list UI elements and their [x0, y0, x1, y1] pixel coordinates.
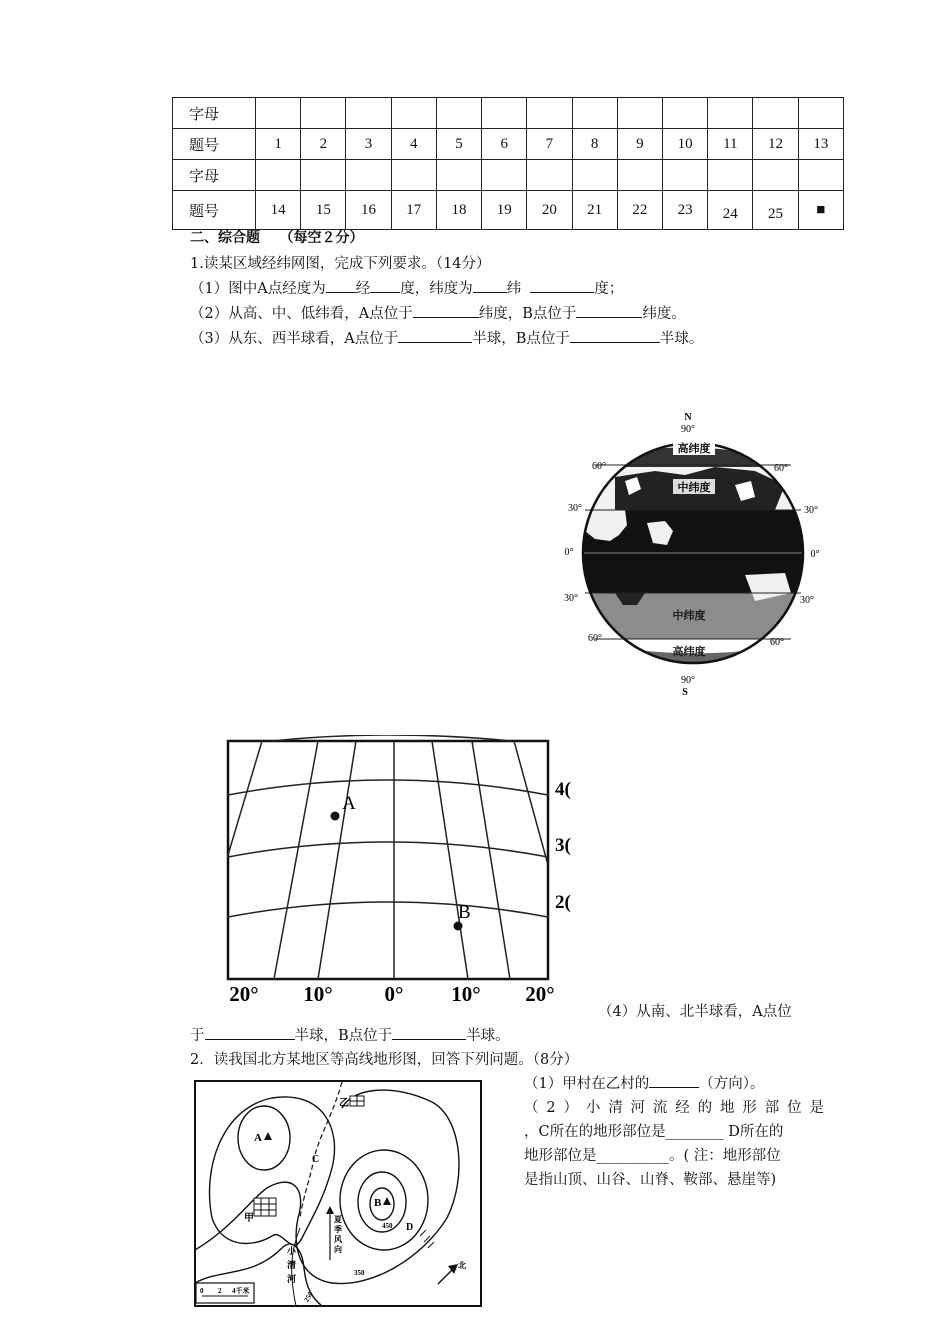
q1-part4-line2: 于 半球，B点位于 半球。	[190, 1024, 510, 1045]
question-number-cell: 16	[346, 191, 391, 230]
answer-blank[interactable]	[370, 278, 400, 293]
answer-cell[interactable]	[256, 160, 301, 191]
summer-wind-label-char: 风	[334, 1235, 342, 1244]
answer-cell[interactable]	[798, 160, 843, 191]
answer-blank[interactable]	[205, 1025, 295, 1040]
question-number-cell: 4	[391, 129, 436, 160]
answer-cell[interactable]	[436, 160, 481, 191]
river-label-char: 河	[287, 1274, 297, 1284]
question-number-cell: 8	[572, 129, 617, 160]
q2-stem: 2．读我国北方某地区等高线地形图，回答下列问题。（8分）	[190, 1052, 579, 1068]
lat-label-90n: 90°	[681, 424, 695, 435]
scale-label-2: 2	[218, 1287, 222, 1295]
zone-label-high-south: 高纬度	[672, 646, 706, 658]
peak-a-label: A	[254, 1132, 262, 1144]
point-d-label: D	[406, 1222, 414, 1233]
lat-lon-grid-map	[222, 735, 582, 1015]
zone-label-mid-north: 中纬度	[677, 482, 711, 494]
answer-cell[interactable]	[708, 160, 753, 191]
answer-cell[interactable]	[256, 98, 301, 129]
question-number-cell: 25	[753, 191, 798, 230]
question-number-cell: 24	[708, 191, 753, 230]
south-label: S	[682, 687, 688, 698]
village-yi-label: 乙	[339, 1098, 349, 1109]
lat-label-60-left: 60°	[592, 461, 606, 472]
zone-label-mid-south: 中纬度	[672, 610, 706, 622]
answer-blank[interactable]	[530, 278, 594, 293]
answer-table	[172, 97, 844, 230]
lat-label-60-right: 60°	[774, 463, 788, 474]
question-number-cell: 23	[662, 191, 707, 230]
row-label: 字母	[173, 160, 256, 191]
answer-cell[interactable]	[572, 160, 617, 191]
answer-cell[interactable]	[753, 160, 798, 191]
question-number-cell: 13	[798, 129, 843, 160]
question-number-cell: 19	[482, 191, 527, 230]
answer-cell[interactable]	[753, 98, 798, 129]
scale-label-0: 0	[200, 1287, 204, 1295]
lat-label-60s-right: 60°	[770, 637, 784, 648]
village-jia-label: 甲	[244, 1213, 254, 1224]
q1-stem: 1.读某区域经纬网图，完成下列要求。（14分）	[190, 256, 491, 272]
q1-part4-line1: （4）从南、北半球看，A点位	[598, 1004, 792, 1020]
answer-blank[interactable]	[570, 328, 660, 343]
question-number-cell: 2	[301, 129, 346, 160]
globe-latitude-zones-figure	[555, 405, 825, 700]
answer-cell[interactable]	[346, 98, 391, 129]
contour-label-450: 450	[382, 1222, 393, 1230]
section-heading: 二、综合题 （每空２分）	[190, 230, 364, 246]
answer-cell[interactable]	[708, 98, 753, 129]
answer-cell[interactable]	[482, 98, 527, 129]
q1-part3: （3）从东、西半球看，A点位于 半球，B点位于 半球。	[190, 327, 703, 348]
question-number-cell: 11	[708, 129, 753, 160]
lat-tick-40: 4(	[555, 779, 571, 800]
point-a-marker	[331, 812, 340, 821]
lat-label-0-left: 0°	[564, 547, 574, 558]
summer-wind-label-char: 夏	[334, 1215, 342, 1224]
lat-tick-30: 3(	[555, 835, 571, 856]
contour-label-350: 350	[354, 1269, 365, 1277]
answer-cell[interactable]	[391, 160, 436, 191]
river-label-char: 清	[287, 1260, 297, 1270]
question-number-cell: 9	[617, 129, 662, 160]
lon-tick-0: 0°	[384, 982, 404, 1006]
answer-table-row	[173, 160, 844, 191]
answer-cell[interactable]	[527, 160, 572, 191]
answer-blank[interactable]	[326, 278, 356, 293]
contour-map	[192, 1078, 484, 1310]
question-number-cell: 17	[391, 191, 436, 230]
lat-label-0-right: 0°	[810, 549, 820, 560]
point-a-label: A	[342, 793, 356, 814]
point-b-label: B	[458, 902, 471, 923]
answer-cell[interactable]	[572, 98, 617, 129]
question-number-cell: 14	[256, 191, 301, 230]
answer-table-row	[173, 191, 844, 230]
q2-part1: （1）甲村在乙村的 （方向）。	[524, 1072, 764, 1093]
answer-cell[interactable]	[527, 98, 572, 129]
contour-label-250: 250	[302, 1290, 315, 1304]
lat-label-90s: 90°	[681, 675, 695, 686]
answer-blank[interactable]	[413, 303, 479, 318]
answer-blank[interactable]	[649, 1073, 699, 1088]
lon-tick-20w: 20°	[229, 982, 259, 1006]
lat-tick-20: 2(	[555, 892, 571, 913]
question-number-cell: 21	[572, 191, 617, 230]
answer-cell[interactable]	[436, 98, 481, 129]
question-number-cell: 15	[301, 191, 346, 230]
answer-cell[interactable]	[391, 98, 436, 129]
question-number-cell: 18	[436, 191, 481, 230]
lat-label-30s-right: 30°	[800, 595, 814, 606]
answer-blank[interactable]	[398, 328, 472, 343]
summer-wind-label-char: 向	[334, 1245, 342, 1254]
lon-tick-20e: 20°	[525, 982, 555, 1006]
summer-wind-label-char: 季	[334, 1225, 342, 1234]
q1-part2: （2）从高、中、低纬看，A点位于 纬度，B点位于 纬度。	[190, 302, 686, 323]
answer-cell[interactable]	[798, 98, 843, 129]
scale-label-4km: 4千米	[232, 1287, 250, 1295]
lat-label-30s-left: 30°	[564, 593, 578, 604]
answer-blank[interactable]	[576, 303, 642, 318]
answer-cell[interactable]	[662, 160, 707, 191]
question-number-cell: 20	[527, 191, 572, 230]
row-label: 题号	[173, 129, 256, 160]
lon-tick-10w: 10°	[303, 982, 333, 1006]
question-number-cell: 10	[662, 129, 707, 160]
answer-cell[interactable]	[617, 98, 662, 129]
question-number-cell: 1	[256, 129, 301, 160]
answer-blank[interactable]	[392, 1025, 466, 1040]
answer-table-row	[173, 129, 844, 160]
question-number-cell: 3	[346, 129, 391, 160]
answer-cell[interactable]	[346, 160, 391, 191]
q2-part2: （2）小清河流经的地形部位是 ，C所在的地形部位是________ D所在的 地形部位是__________。( 注：地形部位 是指山顶、山谷、山脊、鞍部、悬崖等)	[524, 1100, 824, 1188]
answer-cell[interactable]	[301, 98, 346, 129]
north-arrow-label: 北	[458, 1261, 466, 1270]
answer-blank[interactable]	[473, 278, 507, 293]
zone-label-high-north: 高纬度	[677, 443, 711, 455]
point-c-label: C	[312, 1154, 320, 1165]
question-number-cell: ■	[798, 191, 843, 230]
q1-part1: （1）图中A点经度为 经 度，纬度为 纬 度；	[190, 277, 623, 298]
question-number-cell: 5	[436, 129, 481, 160]
lat-label-60s-left: 60°	[588, 633, 602, 644]
answer-cell[interactable]	[662, 98, 707, 129]
lat-label-30-right: 30°	[804, 505, 818, 516]
river-label-char: 小	[287, 1246, 297, 1256]
lon-tick-10e: 10°	[451, 982, 481, 1006]
question-number-cell: 22	[617, 191, 662, 230]
question-number-cell: 7	[527, 129, 572, 160]
village-jia-icon	[254, 1198, 276, 1216]
lat-label-30-left: 30°	[568, 503, 582, 514]
answer-cell[interactable]	[482, 160, 527, 191]
row-label: 题号	[173, 191, 256, 230]
row-label: 字母	[173, 98, 256, 129]
answer-cell[interactable]	[301, 160, 346, 191]
answer-table-row	[173, 98, 844, 129]
north-label: N	[684, 412, 692, 423]
peak-b-label: B	[374, 1197, 382, 1209]
answer-cell[interactable]	[617, 160, 662, 191]
question-number-cell: 12	[753, 129, 798, 160]
question-number-cell: 6	[482, 129, 527, 160]
